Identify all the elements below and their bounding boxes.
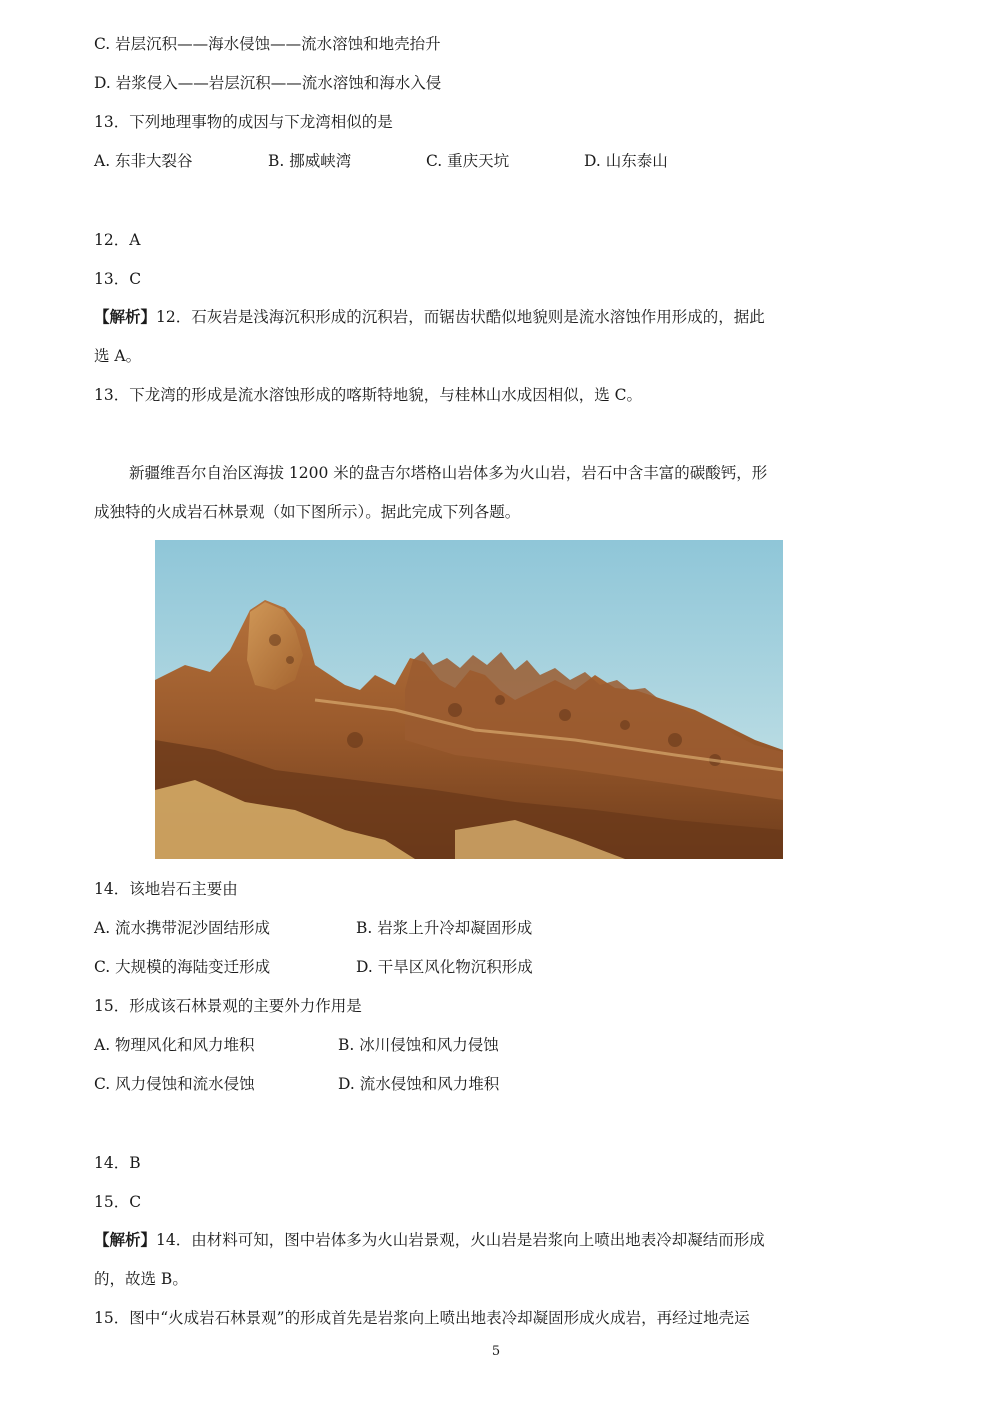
analysis2-text1: 14．由材料可知，图中岩体多为火山岩景观，火山岩是岩浆向上喷出地表冷却凝结而形成 (156, 1231, 765, 1249)
analysis-tag: 【解析】 (94, 307, 157, 326)
analysis2-line1 (94, 1230, 765, 1250)
q13-option-b: B. 挪威峡湾 (268, 152, 352, 170)
q14-option-c: C. 大规模的海陆变迁形成 (94, 958, 271, 976)
q12-option-d: D. 岩浆侵入——岩层沉积——流水溶蚀和海水入侵 (94, 74, 442, 92)
analysis-tag: 【解析】 (94, 1230, 157, 1249)
q15-stem: 15．形成该石林景观的主要外力作用是 (94, 997, 362, 1015)
answer-13: 13．C (94, 270, 142, 288)
answer-15: 15．C (94, 1193, 142, 1211)
volcanic-stone-forest-photo (155, 540, 783, 859)
material-line1: 新疆维吾尔自治区海拔 1200 米的盘吉尔塔格山岩体多为火山岩，岩石中含丰富的碳酸钙，形 (129, 464, 768, 482)
q13-option-c: C. 重庆天坑 (426, 152, 510, 170)
analysis1-line2: 选 A。 (94, 347, 142, 365)
q14-option-a: A. 流水携带泥沙固结形成 (94, 919, 271, 937)
analysis2-line3: 15．图中“火成岩石林景观”的形成首先是岩浆向上喷出地表冷却凝固形成火成岩，再经过地壳运 (94, 1309, 750, 1327)
q14-option-b: B. 岩浆上升冷却凝固形成 (356, 919, 533, 937)
q13-option-d: D. 山东泰山 (584, 152, 668, 170)
q14-option-d: D. 干旱区风化物沉积形成 (356, 958, 533, 976)
analysis2-line2: 的，故选 B。 (94, 1270, 188, 1288)
q15-option-b: B. 冰川侵蚀和风力侵蚀 (338, 1036, 499, 1054)
q13-stem: 13．下列地理事物的成因与下龙湾相似的是 (94, 113, 393, 131)
material-line2: 成独特的火成岩石林景观（如下图所示）。据此完成下列各题。 (94, 503, 521, 521)
answer-14: 14．B (94, 1154, 141, 1172)
q15-option-a: A. 物理风化和风力堆积 (94, 1036, 255, 1054)
q12-option-c: C. 岩层沉积——海水侵蚀——流水溶蚀和地壳抬升 (94, 35, 441, 53)
q14-stem: 14．该地岩石主要由 (94, 880, 238, 898)
rock-landscape-image (155, 540, 783, 859)
page-number: 5 (491, 1344, 501, 1359)
q15-option-d: D. 流水侵蚀和风力堆积 (338, 1075, 500, 1093)
q13-option-a: A. 东非大裂谷 (94, 152, 193, 170)
analysis1-text1: 12．石灰岩是浅海沉积形成的沉积岩，而锯齿状酷似地貌则是流水溶蚀作用形成的，据此 (156, 308, 765, 326)
analysis1-line3: 13．下龙湾的形成是流水溶蚀形成的喀斯特地貌，与桂林山水成因相似，选 C。 (94, 386, 643, 404)
analysis1-line1 (94, 307, 765, 327)
answer-12: 12．A (94, 231, 141, 249)
q15-option-c: C. 风力侵蚀和流水侵蚀 (94, 1075, 255, 1093)
